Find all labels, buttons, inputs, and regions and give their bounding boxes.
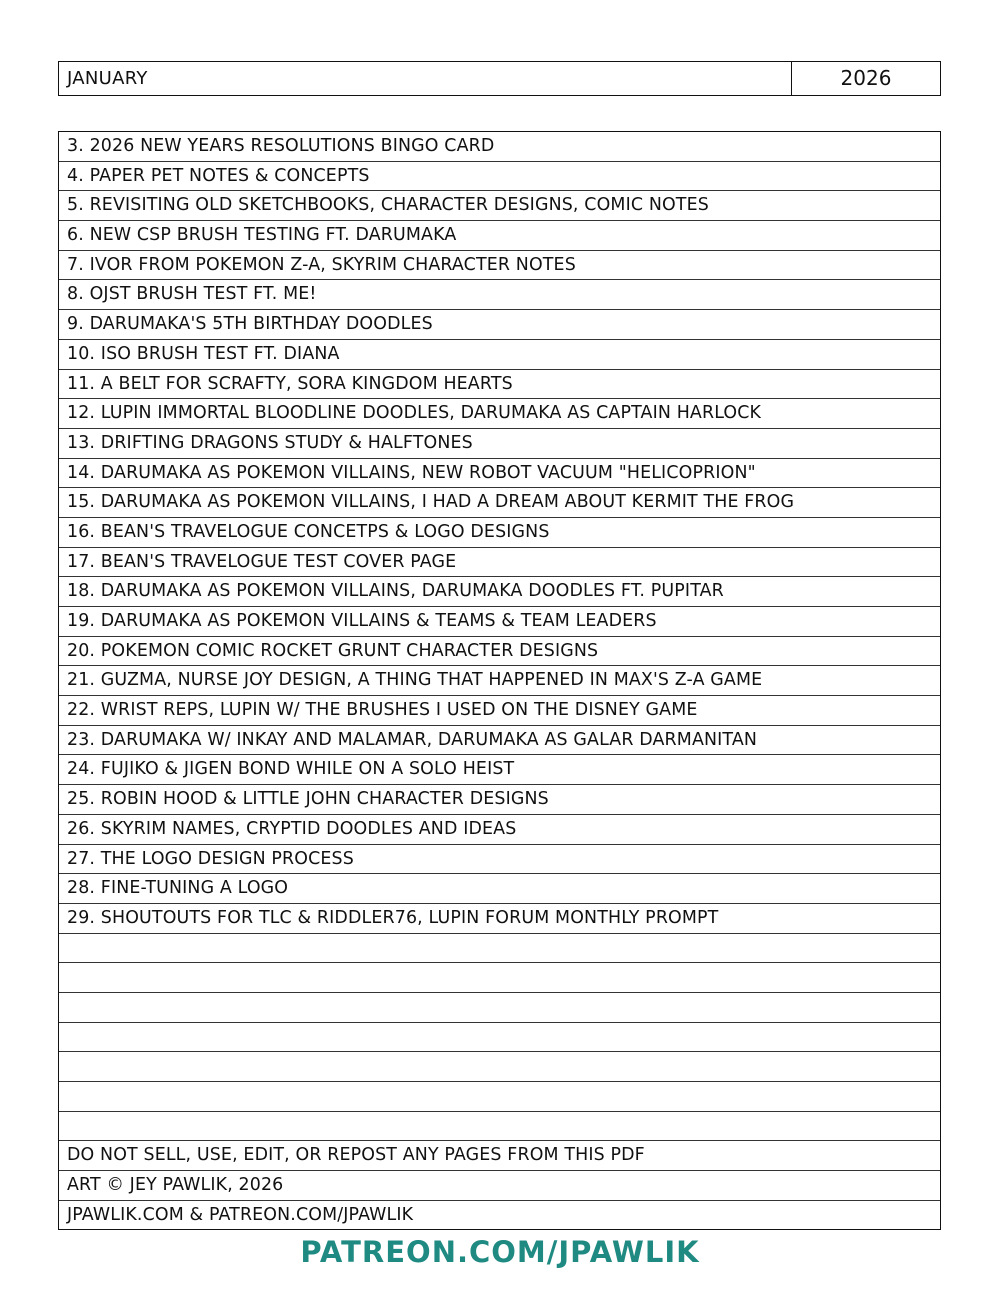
list-item: 3. 2026 NEW YEARS RESOLUTIONS BINGO CARD bbox=[59, 132, 940, 162]
list-item: 4. PAPER PET NOTES & CONCEPTS bbox=[59, 162, 940, 192]
list-item: 22. WRIST REPS, LUPIN W/ THE BRUSHES I USED ON THE DISNEY GAME bbox=[59, 696, 940, 726]
entry-list bbox=[58, 131, 941, 1230]
list-item: 19. DARUMAKA AS POKEMON VILLAINS & TEAMS & TEAM LEADERS bbox=[59, 607, 940, 637]
list-item: ART © JEY PAWLIK, 2026 bbox=[59, 1171, 940, 1201]
list-item: 9. DARUMAKA'S 5TH BIRTHDAY DOODLES bbox=[59, 310, 940, 340]
list-item: 10. ISO BRUSH TEST FT. DIANA bbox=[59, 340, 940, 370]
empty-row bbox=[59, 1023, 940, 1053]
list-item: 12. LUPIN IMMORTAL BLOODLINE DOODLES, DARUMAKA AS CAPTAIN HARLOCK bbox=[59, 399, 940, 429]
list-item: 5. REVISITING OLD SKETCHBOOKS, CHARACTER DESIGNS, COMIC NOTES bbox=[59, 191, 940, 221]
list-item: 17. BEAN'S TRAVELOGUE TEST COVER PAGE bbox=[59, 548, 940, 578]
list-item: 24. FUJIKO & JIGEN BOND WHILE ON A SOLO HEIST bbox=[59, 755, 940, 785]
list-item: 14. DARUMAKA AS POKEMON VILLAINS, NEW ROBOT VACUUM "HELICOPRION" bbox=[59, 459, 940, 489]
list-item: 11. A BELT FOR SCRAFTY, SORA KINGDOM HEARTS bbox=[59, 370, 940, 400]
month-label: JANUARY bbox=[59, 62, 792, 95]
empty-row bbox=[59, 934, 940, 964]
list-item: 23. DARUMAKA W/ INKAY AND MALAMAR, DARUMAKA AS GALAR DARMANITAN bbox=[59, 726, 940, 756]
list-item: 8. OJST BRUSH TEST FT. ME! bbox=[59, 280, 940, 310]
year-label: 2026 bbox=[840, 66, 892, 90]
empty-row bbox=[59, 1082, 940, 1112]
list-item: 15. DARUMAKA AS POKEMON VILLAINS, I HAD A DREAM ABOUT KERMIT THE FROG bbox=[59, 488, 940, 518]
list-item: 13. DRIFTING DRAGONS STUDY & HALFTONES bbox=[59, 429, 940, 459]
list-item: 7. IVOR FROM POKEMON Z-A, SKYRIM CHARACTER NOTES bbox=[59, 251, 940, 281]
empty-row bbox=[59, 963, 940, 993]
list-item: 20. POKEMON COMIC ROCKET GRUNT CHARACTER DESIGNS bbox=[59, 637, 940, 667]
empty-row bbox=[59, 1052, 940, 1082]
list-item: JPAWLIK.COM & PATREON.COM/JPAWLIK bbox=[67, 1204, 414, 1225]
list-item: 25. ROBIN HOOD & LITTLE JOHN CHARACTER DESIGNS bbox=[59, 785, 940, 815]
list-item: 18. DARUMAKA AS POKEMON VILLAINS, DARUMAKA DOODLES FT. PUPITAR bbox=[59, 577, 940, 607]
list-item: DO NOT SELL, USE, EDIT, OR REPOST ANY PAGES FROM THIS PDF bbox=[59, 1141, 940, 1171]
list-item: 28. FINE-TUNING A LOGO bbox=[59, 874, 940, 904]
empty-row bbox=[59, 1112, 940, 1142]
list-item: 29. SHOUTOUTS FOR TLC & RIDDLER76, LUPIN FORUM MONTHLY PROMPT bbox=[59, 904, 940, 934]
list-item: 27. THE LOGO DESIGN PROCESS bbox=[59, 845, 940, 875]
header-box bbox=[58, 61, 941, 96]
list-item: 16. BEAN'S TRAVELOGUE CONCETPS & LOGO DESIGNS bbox=[59, 518, 940, 548]
list-item: 21. GUZMA, NURSE JOY DESIGN, A THING THAT HAPPENED IN MAX'S Z-A GAME bbox=[59, 666, 940, 696]
patreon-link[interactable]: PATREON.COM/JPAWLIK bbox=[300, 1235, 700, 1269]
empty-row bbox=[59, 993, 940, 1023]
list-item: 6. NEW CSP BRUSH TESTING FT. DARUMAKA bbox=[59, 221, 940, 251]
list-item: 26. SKYRIM NAMES, CRYPTID DOODLES AND IDEAS bbox=[59, 815, 940, 845]
